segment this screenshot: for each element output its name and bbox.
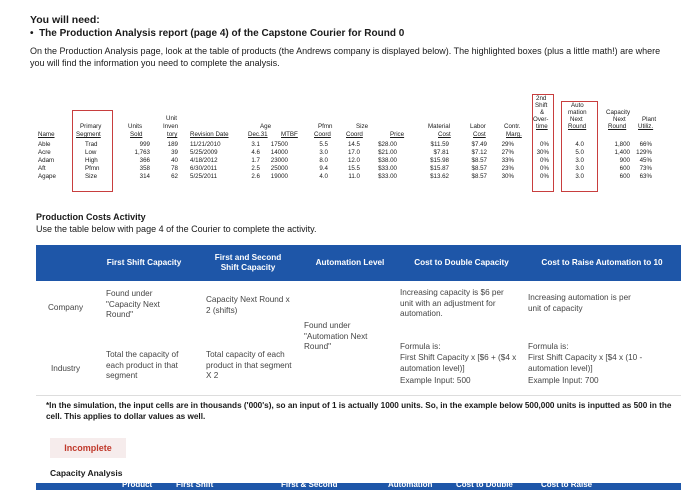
report-revision: 6/30/2011 [190, 165, 218, 172]
report-capacity: 900 [619, 157, 630, 164]
report-size: 14.5 [347, 141, 360, 148]
report-labor: $8.57 [471, 165, 487, 172]
hdr-2nd: 2nd [536, 95, 547, 102]
report-util: 63% [639, 173, 652, 180]
report-age: 2.5 [251, 165, 260, 172]
hdr-segment: Segment [76, 131, 101, 138]
report-capacity: 1,800 [614, 141, 630, 148]
hdr-tory: tory [167, 131, 178, 138]
hdr-pfmn-coord: Coord [314, 131, 331, 138]
company-double: Increasing capacity is $6 per unit with an adjustment for automation. [400, 288, 504, 318]
industry-first-shift: Total the capacity of each product in that segment [106, 350, 179, 380]
hdr-auto: Auto [571, 102, 584, 109]
report-inventory: 39 [171, 149, 178, 156]
report-material: $7.81 [433, 149, 449, 156]
header-automation [300, 245, 400, 281]
header-first-second-text: First and Second Shift Capacity [214, 253, 282, 272]
report-mtbf: 25000 [270, 165, 288, 172]
hdr-unit: Unit [166, 115, 178, 122]
capacity-analysis-header [36, 483, 681, 490]
report-segment: Trad [85, 141, 98, 148]
report-pfmn: 4.0 [319, 173, 328, 180]
report-inventory: 40 [171, 157, 178, 164]
report-price: $21.00 [378, 149, 397, 156]
hdr-marg: Marg. [506, 131, 522, 138]
report-price: $33.00 [378, 165, 397, 172]
report-material: $11.59 [430, 141, 449, 148]
industry-label: Industry [51, 364, 81, 373]
report-labor: $8.57 [471, 173, 487, 180]
report-age: 3.1 [251, 141, 260, 148]
hdr-price: Price [390, 131, 405, 138]
hdr-sold: Sold [130, 131, 143, 138]
company-first-second: Capacity Next Round x 2 (shifts) [206, 295, 290, 315]
hdr-primary: Primary [80, 123, 102, 130]
report-pfmn: 8.0 [319, 157, 328, 164]
report-revision: 5/25/2011 [190, 173, 218, 180]
header-double-text: Cost to Double Capacity [414, 258, 509, 267]
report-age: 4.6 [251, 149, 260, 156]
hdr-mtbf: MTBF [281, 131, 298, 138]
report-util: 129% [636, 149, 652, 156]
report-overtime: 30% [536, 149, 549, 156]
report-material: $15.98 [430, 157, 449, 164]
hdr-cap-round: Round [608, 123, 627, 130]
hdr-cap-next: Next [613, 116, 626, 123]
production-report [38, 96, 678, 192]
report-margin: 33% [501, 157, 514, 164]
report-mtbf: 23000 [270, 157, 288, 164]
industry-raise-2: First Shift Capacity x [$4 x (10 - automation level)] [528, 353, 643, 373]
report-name: Aft [38, 165, 46, 172]
hdr-pfmn: Pfmn [318, 123, 333, 130]
report-labor: $8.57 [471, 157, 487, 164]
report-util: 66% [639, 141, 652, 148]
report-material: $13.62 [430, 173, 449, 180]
report-margin: 30% [501, 173, 514, 180]
header-raise-text: Cost to Raise Automation to 10 [541, 258, 663, 267]
report-material: $15.87 [430, 165, 449, 172]
section-title: Production Costs Activity [36, 212, 146, 222]
report-sold: 314 [139, 173, 150, 180]
hdr-over: Over- [533, 116, 549, 123]
report-price: $38.00 [378, 157, 397, 164]
ca-col-product: Product [122, 483, 153, 489]
report-sold: 1,763 [134, 149, 150, 156]
report-pfmn: 5.5 [319, 141, 328, 148]
report-price: $33.00 [378, 173, 397, 180]
hdr-util: Utiliz. [638, 123, 654, 130]
hdr-size-coord: Coord [346, 131, 363, 138]
intro-paragraph: On the Production Analysis page, look at the table of products (the Andrews company is displayed below). The highlighted boxes (plus a little math!) are where you will find the information you need to complete the analysis. [30, 46, 661, 68]
hdr-size: Size [356, 123, 369, 130]
report-size: 15.5 [347, 165, 360, 172]
report-segment: Pfmn [85, 165, 100, 172]
industry-first-second: Total capacity of each product in that segment X 2 [206, 350, 292, 380]
report-pfmn: 9.4 [319, 165, 328, 172]
hdr-shift: Shift [535, 102, 548, 109]
report-segment: Low [85, 149, 97, 156]
hdr-revision: Revision Date [190, 131, 229, 138]
hdr-units: Units [128, 123, 143, 130]
hdr-plant: Plant [642, 116, 657, 123]
header-raise [523, 245, 681, 281]
capacity-analysis-title: Capacity Analysis [50, 468, 123, 478]
report-name: Adam [38, 157, 55, 164]
report-mtbf: 19000 [270, 173, 288, 180]
hdr-inven: Inven [163, 123, 179, 130]
hdr-dec31: Dec.31 [248, 131, 268, 138]
report-size: 11.0 [348, 173, 360, 180]
report-segment: High [85, 157, 98, 164]
report-automation: 4.0 [575, 141, 584, 148]
hdr-material: Material [428, 123, 451, 130]
industry-raise-1: Formula is: [528, 342, 569, 351]
header-spacer [36, 245, 92, 281]
hdr-amp: & [540, 109, 545, 116]
hdr-name: Name [38, 131, 55, 138]
report-util: 73% [639, 165, 652, 172]
hdr-contr: Contr. [504, 123, 521, 130]
report-inventory: 62 [171, 173, 178, 180]
report-capacity: 600 [619, 173, 630, 180]
header-automation-text: Automation Level [315, 258, 385, 267]
report-overtime: 0% [540, 165, 549, 172]
ca-col-first-second: First & Second [281, 483, 338, 489]
report-sold: 999 [139, 141, 150, 148]
company-first-shift: Found under "Capacity Next Round" [106, 289, 160, 319]
report-revision: 5/25/2009 [190, 149, 218, 156]
report-margin: 29% [501, 141, 514, 148]
report-overtime: 0% [540, 141, 549, 148]
report-overtime: 0% [540, 173, 549, 180]
company-raise: Increasing automation is per unit of capacity [528, 293, 631, 313]
activity-table [36, 245, 681, 395]
header-first-shift-text: First Shift Capacity [106, 258, 182, 267]
hdr-labor-cost: Cost [473, 131, 486, 138]
intro-bullet-text: The Production Analysis report (page 4) of the Capstone Courier for Round 0 [39, 28, 405, 39]
hdr-round: Round [568, 123, 587, 130]
report-sold: 358 [139, 165, 150, 172]
company-automation: Found under "Automation Next Round" [304, 321, 368, 351]
report-sold: 366 [139, 157, 150, 164]
industry-double-2: First Shift Capacity x [$6 + ($4 x automation level)] [400, 353, 517, 373]
report-size: 17.0 [347, 149, 360, 156]
report-automation: 3.0 [575, 157, 584, 164]
report-price: $28.00 [378, 141, 397, 148]
report-age: 1.7 [251, 157, 260, 164]
hdr-material-cost: Cost [438, 131, 451, 138]
report-util: 45% [639, 157, 652, 164]
report-name: Agape [38, 173, 56, 180]
report-name: Able [38, 141, 51, 148]
report-revision: 4/18/2012 [190, 157, 218, 164]
report-inventory: 78 [171, 165, 178, 172]
report-name: Acre [38, 149, 51, 156]
report-overtime: 0% [540, 157, 549, 164]
intro-title: You will need: [30, 14, 100, 26]
hdr-next: Next [570, 116, 583, 123]
report-capacity: 1,400 [614, 149, 630, 156]
hdr-mation: mation [568, 109, 587, 116]
ca-col-raise: Cost to Raise [541, 483, 593, 489]
report-revision: 11/21/2010 [190, 141, 221, 148]
intro-bullet: • The Production Analysis report (page 4) of the Capstone Courier for Round 0 [30, 28, 405, 39]
status-badge: Incomplete [50, 438, 126, 458]
company-label: Company [48, 303, 84, 312]
hdr-capacity: Capacity [606, 109, 631, 116]
report-automation: 5.0 [575, 149, 584, 156]
report-inventory: 189 [167, 141, 178, 148]
report-margin: 23% [501, 165, 514, 172]
hdr-time: time [536, 123, 548, 130]
report-size: 12.0 [347, 157, 360, 164]
ca-col-automation: Automation [388, 483, 433, 489]
report-labor: $7.12 [471, 149, 487, 156]
ca-col-first-shift: First Shift [176, 483, 214, 489]
industry-double-1: Formula is: [400, 342, 441, 351]
hdr-age: Age [260, 123, 272, 130]
section-subtitle: Use the table below with page 4 of the Courier to complete the activity. [36, 224, 317, 234]
report-capacity: 600 [619, 165, 630, 172]
report-labor: $7.49 [471, 141, 487, 148]
header-first-second [196, 245, 300, 281]
industry-double-3: Example Input: 500 [400, 376, 471, 385]
report-mtbf: 14000 [270, 149, 288, 156]
thousands-note: *In the simulation, the input cells are in thousands ('000's), so an input of 1 is actually 1000 units. So, in the example below 500,000 units is inputted as 500 in the cell. This applies to dollar values as well. [46, 401, 672, 421]
industry-raise-3: Example Input: 700 [528, 376, 599, 385]
report-pfmn: 3.0 [319, 149, 328, 156]
ca-col-double: Cost to Double [456, 483, 513, 489]
header-double [400, 245, 523, 281]
report-age: 2.6 [251, 173, 260, 180]
report-automation: 3.0 [575, 165, 584, 172]
report-margin: 27% [501, 149, 514, 156]
hdr-labor: Labor [470, 123, 486, 130]
report-segment: Size [85, 173, 98, 180]
header-first-shift [92, 245, 196, 281]
report-mtbf: 17500 [270, 141, 288, 148]
report-automation: 3.0 [575, 173, 584, 180]
